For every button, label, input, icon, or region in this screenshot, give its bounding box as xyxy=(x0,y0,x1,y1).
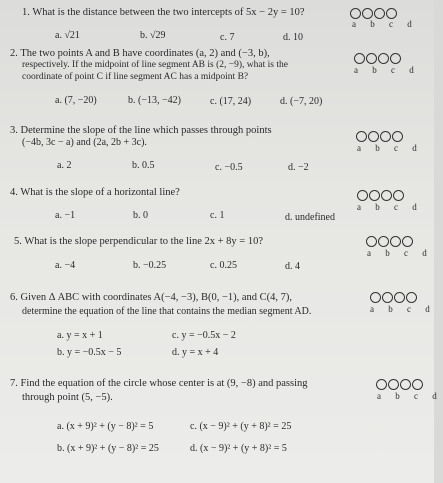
question-6-line-2: determine the equation of the line that contains the median segment AD. xyxy=(22,306,312,317)
option-d: d. 10 xyxy=(283,32,303,43)
question-text: The two points A and B have coordinates (a, 2) and (−3, b), xyxy=(20,48,270,59)
answer-letters: a b c d xyxy=(370,304,436,314)
option-b: b. −0.25 xyxy=(133,260,167,271)
question-number: 4. xyxy=(10,187,18,198)
answer-letters: a b c d xyxy=(377,391,443,401)
answer-bubbles[interactable] xyxy=(366,236,413,247)
question-2-line-3: coordinate of point C if line segment AC has a midpoint B? xyxy=(22,72,249,82)
answer-bubbles[interactable] xyxy=(357,190,404,201)
option-c: c. 1 xyxy=(210,210,225,221)
answer-letters: a b c d xyxy=(357,143,423,153)
option-c: c. y = −0.5x − 2 xyxy=(172,330,236,341)
option-d: d. y = x + 4 xyxy=(172,347,219,358)
question-6 xyxy=(10,291,292,304)
option-a: a. y = x + 1 xyxy=(57,330,103,341)
question-number: 3. xyxy=(10,125,18,136)
option-c: c. (17, 24) xyxy=(210,96,252,107)
option-b: b. 0.5 xyxy=(132,160,155,171)
option-d: d. undefined xyxy=(285,212,335,223)
question-3-line-2: (−4b, 3c − a) and (2a, 2b + 3c). xyxy=(22,137,147,148)
answer-bubbles[interactable] xyxy=(376,379,423,390)
answer-letters: a b c d xyxy=(367,248,433,258)
option-a: a. −1 xyxy=(55,210,76,221)
option-a: a. √21 xyxy=(55,30,80,41)
option-c: c. 0.25 xyxy=(210,260,237,271)
option-a: a. 2 xyxy=(57,160,72,171)
question-number: 7. xyxy=(10,378,18,389)
answer-letters: a b c d xyxy=(352,19,418,29)
question-2-line-2: respectively. If the midpoint of line segment AB is (2, −9), what is the xyxy=(22,60,288,70)
answer-letters: a b c d xyxy=(354,65,420,75)
question-number: 1. xyxy=(22,7,30,18)
option-d: d. (−7, 20) xyxy=(280,96,323,107)
question-text: Given Δ ABC with coordinates A(−4, −3), B(0, −1), and C(4, 7), xyxy=(20,292,293,303)
question-text: What is the slope perpendicular to the line 2x + 8y = 10? xyxy=(24,236,264,247)
answer-bubbles[interactable] xyxy=(350,8,397,19)
option-b: b. y = −0.5x − 5 xyxy=(57,347,122,358)
question-7 xyxy=(10,377,308,390)
question-text: What is the distance between the two intercepts of 5x − 2y = 10? xyxy=(32,7,305,18)
option-d: d. −2 xyxy=(288,162,309,173)
option-b: b. 0 xyxy=(133,210,148,221)
answer-bubbles[interactable] xyxy=(354,53,401,64)
option-b: b. √29 xyxy=(140,30,166,41)
question-text: What is the slope of a horizontal line? xyxy=(20,187,180,198)
question-number: 5. xyxy=(14,236,22,247)
option-a: a. (x + 9)² + (y − 8)² = 5 xyxy=(57,421,154,432)
option-d: d. (x − 9)² + (y + 8)² = 5 xyxy=(190,443,287,454)
option-b: b. (−13, −42) xyxy=(128,95,181,106)
option-c: c. −0.5 xyxy=(215,162,243,173)
question-7-line-2: through point (5, −5). xyxy=(22,392,113,403)
option-c: c. (x − 9)² + (y + 8)² = 25 xyxy=(190,421,292,432)
question-5 xyxy=(14,235,263,248)
answer-bubbles[interactable] xyxy=(370,292,417,303)
option-c: c. 7 xyxy=(220,32,235,43)
option-a: a. (7, −20) xyxy=(55,95,97,106)
option-a: a. −4 xyxy=(55,260,76,271)
question-1 xyxy=(22,6,305,19)
answer-letters: a b c d xyxy=(357,202,423,212)
question-text: Determine the slope of the line which passes through points xyxy=(20,125,272,136)
question-number: 6. xyxy=(10,292,18,303)
option-b: b. (x + 9)² + (y − 8)² = 25 xyxy=(57,443,159,454)
question-text: Find the equation of the circle whose center is at (9, −8) and passing xyxy=(20,378,308,389)
question-4 xyxy=(10,186,180,199)
option-d: d. 4 xyxy=(285,261,300,272)
answer-bubbles[interactable] xyxy=(356,131,403,142)
question-number: 2. xyxy=(10,48,18,59)
